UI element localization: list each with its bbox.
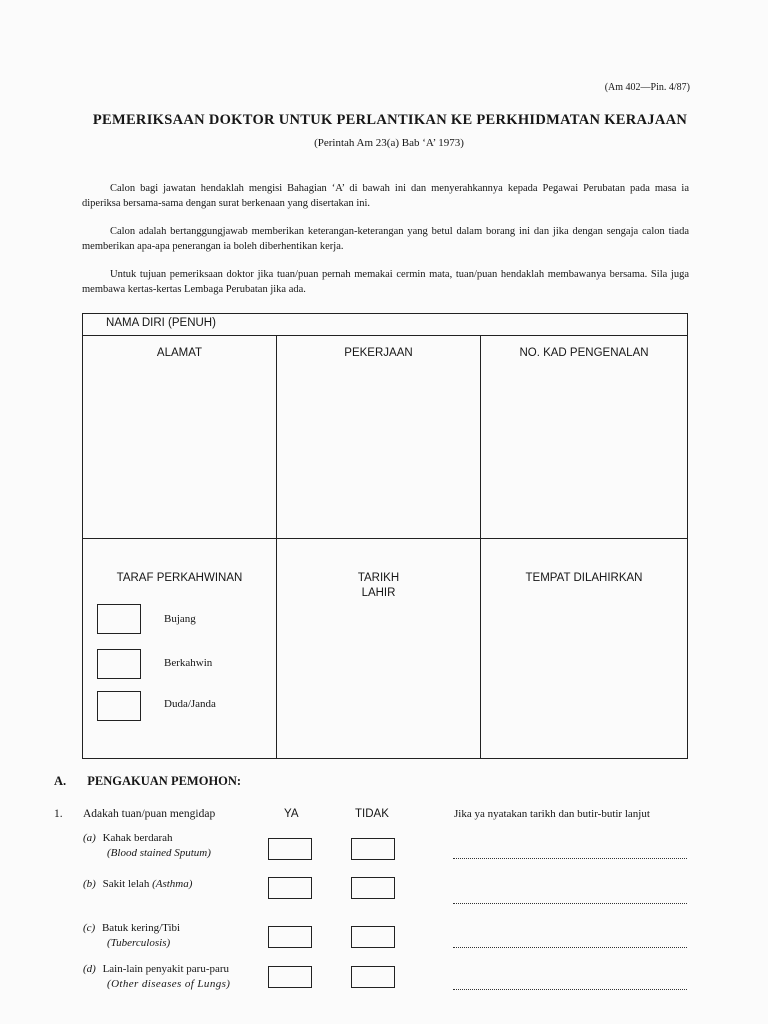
item-a-malay: Kahak berdarah [102, 832, 173, 844]
marital-widowed-checkbox[interactable] [97, 691, 141, 721]
form-reference-code: (Am 402—Pin. 4/87) [604, 82, 690, 93]
item-c-details-line[interactable] [453, 947, 687, 948]
item-d-letter: (d) [83, 963, 96, 975]
section-a-number: A. [54, 774, 67, 788]
question-item-d [83, 962, 230, 992]
marital-single-label: Bujang [164, 613, 196, 625]
item-b-malay: Sakit lelah [102, 878, 150, 890]
item-c-yes-checkbox[interactable] [268, 926, 312, 948]
marital-single-checkbox[interactable] [97, 604, 141, 634]
question-item-c [83, 921, 180, 951]
item-a-english: (Blood stained Sputum) [107, 847, 211, 859]
date-of-birth-label-line1: TARIKH [357, 572, 400, 584]
question-1-text: Adakah tuan/puan mengidap [83, 808, 216, 820]
item-d-details-line[interactable] [453, 989, 687, 990]
question-1-number: 1. [54, 808, 63, 820]
item-d-no-checkbox[interactable] [351, 966, 395, 988]
instruction-paragraph-2: Calon adalah bertanggungjawab memberikan keterangan-keterangan yang betul dalam borang ini dan jika dengan sengaja calon tiada memberikan apa-apa penerangan ia boleh diberhentikan kerja. [82, 226, 689, 252]
item-c-no-checkbox[interactable] [351, 926, 395, 948]
occupation-field-label: PEKERJAAN [344, 347, 413, 359]
marital-status-label: TARAF PERKAHWINAN [116, 572, 243, 584]
date-of-birth-field[interactable] [281, 606, 477, 754]
occupation-field[interactable] [281, 369, 477, 533]
personal-details-form [82, 313, 688, 759]
column-header-no: TIDAK [355, 808, 389, 820]
item-d-yes-checkbox[interactable] [268, 966, 312, 988]
item-a-yes-checkbox[interactable] [268, 838, 312, 860]
section-a-title: PENGAKUAN PEMOHON: [87, 774, 242, 788]
full-name-field-label: NAMA DIRI (PENUH) [106, 317, 216, 329]
item-c-malay: Batuk kering/Tibi [101, 922, 181, 934]
item-a-no-checkbox[interactable] [351, 838, 395, 860]
item-b-yes-checkbox[interactable] [268, 877, 312, 899]
place-of-birth-field[interactable] [485, 594, 683, 754]
form-column-divider-2 [480, 335, 481, 758]
item-c-english: (Tuberculosis) [107, 937, 171, 949]
item-d-english: (Other diseases of Lungs) [107, 978, 231, 990]
column-header-details: Jika ya nyatakan tarikh dan butir-butir lanjut [454, 808, 650, 820]
column-header-yes: YA [284, 808, 299, 820]
item-b-details-line[interactable] [453, 903, 687, 904]
item-a-details-line[interactable] [453, 858, 687, 859]
ic-number-field[interactable] [485, 369, 683, 533]
instruction-paragraph-1: Calon bagi jawatan hendaklah mengisi Bahagian ‘A’ di bawah ini dan menyerahkannya kepada Pegawai Perubatan pada masa ia diperiksa bersama-sama dengan surat berkenaan yang disertakan ini. [82, 183, 689, 209]
form-divider-name-row [83, 335, 687, 336]
ic-number-field-label: NO. KAD PENGENALAN [519, 347, 649, 359]
instruction-paragraph-3: Untuk tujuan pemeriksaan doktor jika tuan/puan pernah memakai cermin mata, tuan/puan hendaklah membawanya bersama. Sila juga membawa kertas-kertas Lembaga Perubatan jika ada. [82, 269, 689, 295]
address-field[interactable] [87, 369, 273, 533]
form-divider-middle [83, 538, 687, 539]
marital-married-label: Berkahwin [164, 657, 213, 669]
item-b-no-checkbox[interactable] [351, 877, 395, 899]
item-b-english: (Asthma) [152, 878, 193, 890]
place-of-birth-label: TEMPAT DILAHIRKAN [525, 572, 643, 584]
item-a-letter: (a) [83, 832, 96, 844]
form-column-divider-1 [276, 335, 277, 758]
marital-married-checkbox[interactable] [97, 649, 141, 679]
question-item-a [83, 831, 211, 861]
section-a-heading [54, 774, 241, 789]
marital-widowed-label: Duda/Janda [164, 698, 216, 710]
full-name-field[interactable] [253, 316, 683, 334]
date-of-birth-label-line2: LAHIR [361, 587, 396, 599]
document-title: PEMERIKSAAN DOKTOR UNTUK PERLANTIKAN KE PERKHIDMATAN KERAJAAN [92, 112, 688, 128]
document-subtitle: (Perintah Am 23(a) Bab ‘A’ 1973) [314, 137, 464, 149]
question-item-b [83, 877, 192, 892]
item-c-letter: (c) [83, 922, 96, 934]
item-d-malay: Lain-lain penyakit paru-paru [102, 963, 230, 975]
item-b-letter: (b) [83, 878, 96, 890]
address-field-label: ALAMAT [156, 347, 203, 359]
